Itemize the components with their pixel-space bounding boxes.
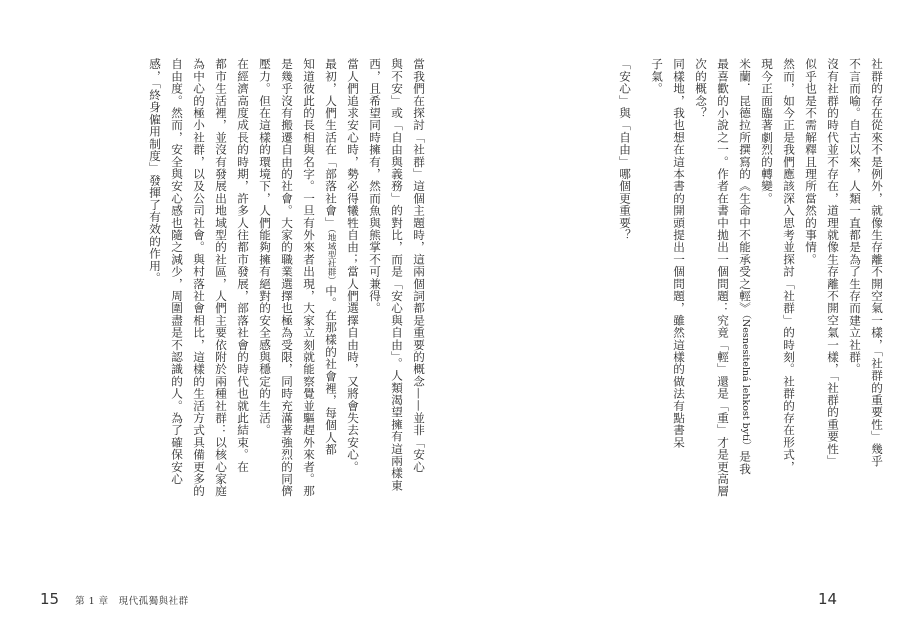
paragraph: 在經濟高度成長的時期，許多人往都市發展，部落社會的時代也就此結束。在 都市生活裡，並沒有發展出地域型的社區，人們主要依附於兩種社群：以核心家庭 為中心的極小社群，以及公司社會。與村落社會相比，這樣的生活方式具備更多的 自由度。然而，安全與安心感也隨之減少，周圍盡是不認識的人。為了確保安心 感，「終身僱用制度」發揮了有效的作用。 [148, 58, 250, 498]
running-head: 第 1 章 現代孤獨與社群 [75, 596, 189, 607]
paragraph: 「安心」與「自由」哪個更重要？ [618, 58, 632, 241]
left-footer [40, 590, 189, 608]
inline-note: （地域型社群） [326, 228, 336, 285]
page-number: 15 [40, 590, 60, 608]
latin-title: （Nesnesitelná lehkost bytí） [740, 314, 751, 451]
paragraph: 最初，人們生活在「部落社會」（地域型社群）中。在那樣的社會裡，每個人都 知道彼此的長相與名字。一旦有外來者出現，大家立刻就能察覺並驅趕外來者。那 是幾乎沒有搬遷自由的社會。大家的職業選擇也極為受限，同時充滿著強烈的同儕 壓力。但在這樣的環境下，人們能夠擁有絕對的安全感與穩定的生活。 [258, 58, 338, 498]
right-page [450, 0, 900, 638]
paragraph: 社群的存在從來不是例外，就像生存離不開空氣一樣，「社群的重要性」幾乎 不言而喻。自古以來，人類一直都是為了生存而建立社群。 [848, 58, 884, 467]
left-page-text [144, 58, 430, 538]
right-footer [818, 590, 837, 609]
paragraph: 當人們追求安心時，勢必得犧牲自由；當人們選擇自由時，又將會失去安心。 [346, 58, 360, 473]
paragraph: 當我們在探討「社群」這個主題時，這兩個詞都是重要的概念——並非「安心 與不安」或「自由與義務」的對比，而是「安心與自由」。人類渴望擁有這兩樣東 西，且希望同時擁有，然而魚與熊掌不可兼得。 [368, 58, 426, 492]
page-number: 14 [818, 590, 838, 608]
spacer [636, 58, 646, 538]
paragraph: 同樣地，我也想在這本書的開頭提出一個問題，雖然這樣的做法有點書呆 子氣。 [650, 58, 686, 449]
paragraph: 米蘭．昆德拉所撰寫的《生命中不能承受之輕》（Nesnesitelná lehkost bytí）是我 最喜歡的小說之一。作者在書中拋出一個問題：究竟「輕」還是「重」才是更高層 次的概念？ [694, 58, 752, 498]
paragraph: 沒有社群的時代並不存在，道理就像生存離不開空氣一樣，「社群的重要性」 似乎也是不需解釋且理所當然的事情。 [804, 58, 840, 467]
paragraph: 然而，如今正是我們應該深入思考並探討「社群」的時刻。社群的存在形式， 現今正面臨著劇烈的轉變。 [760, 58, 796, 473]
right-page-text [614, 58, 888, 538]
